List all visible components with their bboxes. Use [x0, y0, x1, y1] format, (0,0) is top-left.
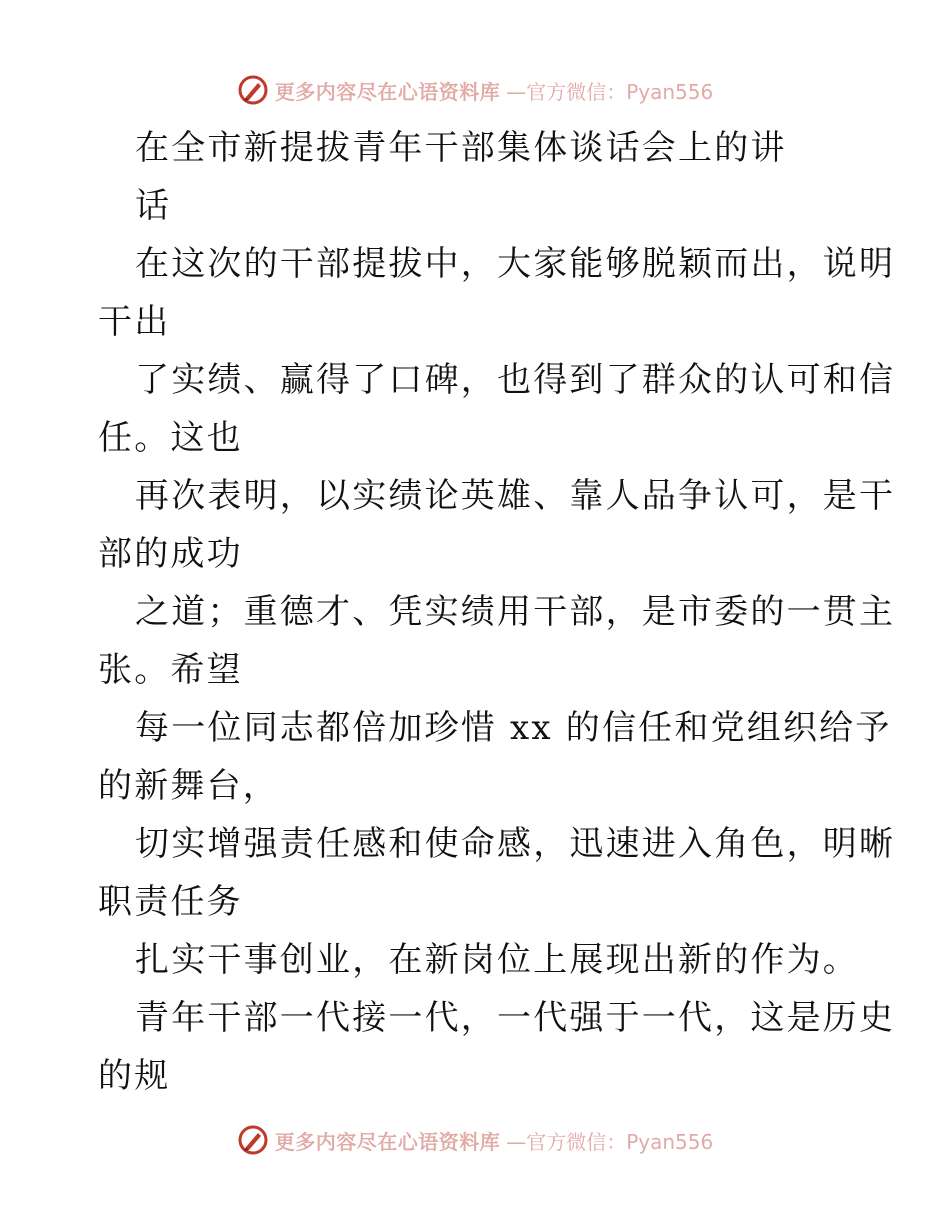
pen-logo-icon — [237, 74, 269, 106]
text-line: 部的成功 — [98, 534, 243, 574]
text-line: 任。这也 — [98, 418, 243, 458]
watermark-banner-bottom — [0, 1120, 950, 1160]
text-line: 扎实干事创业，在新岗位上展现出新的作为。 — [135, 940, 859, 980]
watermark-text: 更多内容尽在心语资料库 — [274, 1129, 501, 1154]
text-line: 青年干部一代接一代，一代强于一代，这是历史 — [135, 998, 896, 1038]
text-line: 张。希望 — [98, 650, 243, 690]
text-line: 的新舞台， — [98, 766, 279, 806]
watermark-banner-top — [0, 70, 950, 110]
text-line: 了实绩、赢得了口碑，也得到了群众的认可和信 — [135, 360, 896, 400]
text-line: 切实增强责任感和使命感，迅速进入角色，明晰 — [135, 824, 896, 864]
watermark-wechat: —官方微信：Pyan556 — [506, 79, 714, 104]
pen-logo-icon — [237, 1124, 269, 1156]
text-line: 话 — [135, 186, 172, 226]
watermark-text: 更多内容尽在心语资料库 — [274, 79, 501, 104]
text-line: 再次表明，以实绩论英雄、靠人品争认可，是干 — [135, 476, 896, 516]
text-line: 之道；重德才、凭实绩用干部，是市委的一贯主 — [135, 592, 896, 632]
text-line: 干出 — [98, 302, 171, 342]
text-line: 的规 — [98, 1056, 171, 1096]
text-line: 在全市新提拔青年干部集体谈话会上的讲 — [135, 128, 787, 168]
text-line: 职责任务 — [98, 882, 243, 922]
text-line: 在这次的干部提拔中，大家能够脱颖而出，说明 — [135, 244, 896, 284]
watermark-wechat: —官方微信：Pyan556 — [506, 1129, 714, 1154]
text-line: 每一位同志都倍加珍惜 xx 的信任和党组织给予 — [135, 708, 892, 748]
